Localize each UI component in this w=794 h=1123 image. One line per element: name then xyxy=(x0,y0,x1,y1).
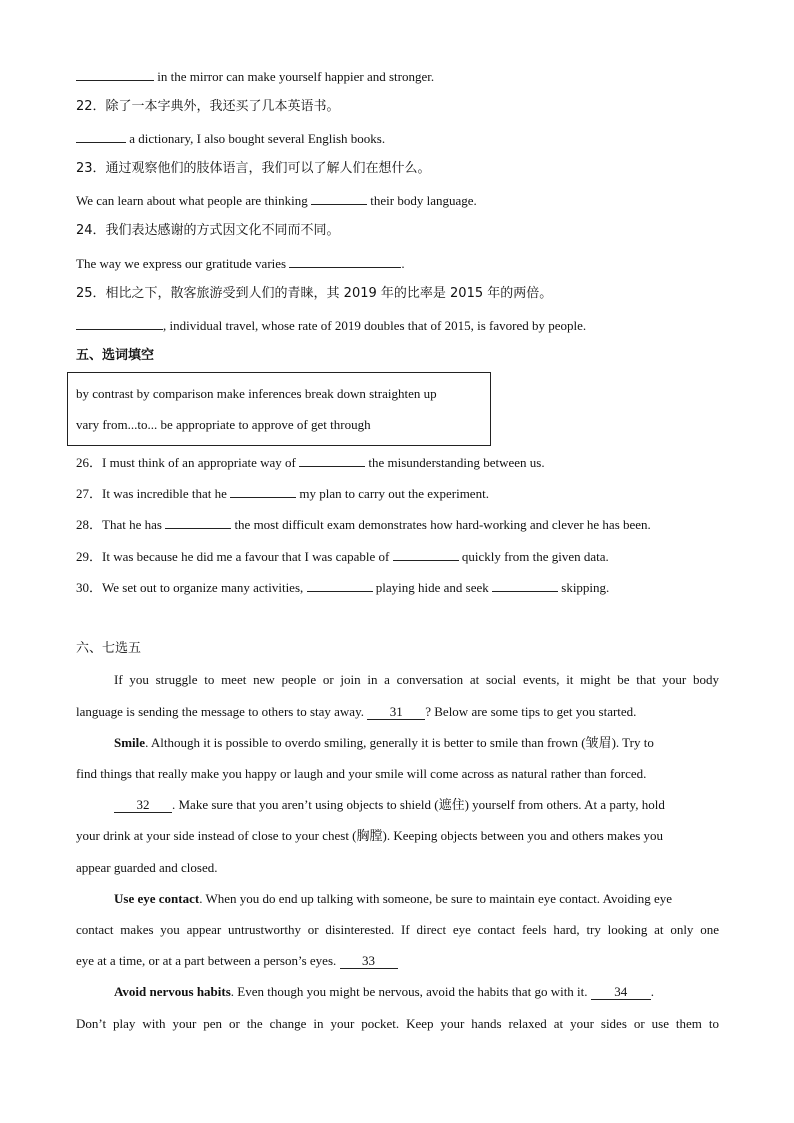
blank-33[interactable]: 33 xyxy=(340,953,398,969)
q26-blank[interactable] xyxy=(299,453,365,467)
q23-english-before: We can learn about what people are thinking xyxy=(76,193,308,208)
word-bank-row-2: vary from...to... be appropriate to approve of get through xyxy=(76,417,371,432)
p5-line-1-end: . xyxy=(650,984,655,999)
q27-before: It was incredible that he xyxy=(102,486,227,501)
q22-prompt xyxy=(76,98,340,116)
blank-34[interactable]: 34 xyxy=(591,984,651,1000)
q23-answer-line xyxy=(76,191,477,210)
q28-line xyxy=(76,515,651,534)
p4-line-1 xyxy=(114,890,672,908)
p5-heading: Avoid nervous habits xyxy=(114,984,231,999)
q30-before: We set out to organize many activities, xyxy=(102,580,304,595)
blank-32[interactable]: 32 xyxy=(114,797,172,813)
p3-line-3: appear guarded and closed. xyxy=(76,860,218,875)
p5-line-1-text: . Even though you might be nervous, avoid the habits that go with it. xyxy=(230,984,588,999)
q24-english-after: . xyxy=(401,256,405,271)
q29-after: quickly from the given data. xyxy=(461,549,609,564)
p5-line-1 xyxy=(114,983,654,1001)
q27-number: 27． xyxy=(76,486,103,501)
q30-blank-2[interactable] xyxy=(492,578,558,592)
q24-english-before: The way we express our gratitude varies xyxy=(76,256,287,271)
q22-number: 22． xyxy=(76,99,106,114)
section6-title: 六、七选五 xyxy=(76,641,142,656)
q30-middle: playing hide and seek xyxy=(375,580,489,595)
q24-number: 24． xyxy=(76,223,106,238)
q27-line xyxy=(76,484,489,503)
q30-blank-1[interactable] xyxy=(307,578,373,592)
q23-blank[interactable] xyxy=(311,191,367,205)
p1-line-2-text: language is sending the message to others to stay away. xyxy=(76,704,364,719)
p2-line-1 xyxy=(114,734,654,752)
q23-prompt xyxy=(76,160,431,178)
q29-number: 29． xyxy=(76,549,103,564)
q27-blank[interactable] xyxy=(230,484,296,498)
p4-line-3 xyxy=(76,952,398,970)
q28-number: 28． xyxy=(76,517,103,532)
q26-number: 26． xyxy=(76,455,103,470)
q28-after: the most difficult exam demonstrates how hard-working and clever he has been. xyxy=(234,517,651,532)
q28-before: That he has xyxy=(102,517,162,532)
q26-before: I must think of an appropriate way of xyxy=(102,455,296,470)
p4-line-2: contact makes you appear untrustworthy or disinterested. If direct eye contact feels hard, try looking at only one xyxy=(76,922,719,937)
q30-line xyxy=(76,578,609,597)
q23-english-after: their body language. xyxy=(370,193,477,208)
p1-line-2-end: ? Below are some tips to get you started. xyxy=(425,704,637,719)
q29-before: It was because he did me a favour that I was capable of xyxy=(102,549,390,564)
word-bank-row-1: by contrast by comparison make inferences break down straighten up xyxy=(76,386,437,401)
q28-blank[interactable] xyxy=(165,515,231,529)
q29-line xyxy=(76,547,609,566)
q24-prompt xyxy=(76,222,340,240)
q24-blank[interactable] xyxy=(289,254,401,268)
p3-line-1-text: . Make sure that you aren’t using objects to shield (遮住) yourself from others. At a party, hold xyxy=(172,797,665,812)
q25-chinese: 相比之下，散客旅游受到人们的青睐，其 2019 年的比率是 2015 年的两倍。 xyxy=(105,286,553,301)
q26-line xyxy=(76,453,545,472)
q22-answer-line xyxy=(76,129,385,148)
q29-blank[interactable] xyxy=(393,547,459,561)
p1-line-2 xyxy=(76,703,636,721)
q27-after: my plan to carry out the experiment. xyxy=(299,486,489,501)
section5-title: 五、选词填空 xyxy=(76,348,155,363)
q26-after: the misunderstanding between us. xyxy=(368,455,545,470)
p4-line-1-text: . When you do end up talking with someone, be sure to maintain eye contact. Avoiding eye xyxy=(199,891,673,906)
q24-chinese: 我们表达感谢的方式因文化不同而不同。 xyxy=(105,223,340,238)
blank-31[interactable]: 31 xyxy=(367,704,425,720)
q22-chinese: 除了一本字典外，我还买了几本英语书。 xyxy=(105,99,340,114)
p2-line-2: find things that really make you happy or laugh and your smile will come across as natural rather than forced. xyxy=(76,766,647,781)
q21-text: in the mirror can make yourself happier and stronger. xyxy=(157,69,435,84)
p1-line-1: If you struggle to meet new people or join in a conversation at social events, it might be that your body xyxy=(114,672,719,687)
p2-heading: Smile xyxy=(114,735,146,750)
p5-line-2: Don’t play with your pen or the change in your pocket. Keep your hands relaxed at your sides or use them to xyxy=(76,1016,719,1031)
q24-answer-line xyxy=(76,254,405,273)
q22-english: a dictionary, I also bought several English books. xyxy=(129,131,386,146)
word-bank-box xyxy=(67,372,491,446)
q25-blank[interactable] xyxy=(76,316,163,330)
q30-number: 30． xyxy=(76,580,103,595)
q30-after: skipping. xyxy=(561,580,610,595)
q25-number: 25． xyxy=(76,286,106,301)
q23-number: 23． xyxy=(76,161,106,176)
p3-line-1 xyxy=(114,796,665,814)
q25-prompt xyxy=(76,285,552,303)
p4-line-3-text: eye at a time, or at a part between a person’s eyes. xyxy=(76,953,337,968)
q21-line xyxy=(76,67,434,86)
q25-answer-line xyxy=(76,316,586,335)
q23-chinese: 通过观察他们的肢体语言，我们可以了解人们在想什么。 xyxy=(105,161,431,176)
q22-blank[interactable] xyxy=(76,129,126,143)
q21-blank[interactable] xyxy=(76,67,154,81)
p2-line-1-text: . Although it is possible to overdo smiling, generally it is better to smile than frown (皱眉). Try to xyxy=(145,735,654,750)
q25-english: , individual travel, whose rate of 2019 doubles that of 2015, is favored by people. xyxy=(163,318,587,333)
p4-heading: Use eye contact xyxy=(114,891,200,906)
p3-line-2: your drink at your side instead of close to your chest (胸膛). Keeping objects between you and others makes you xyxy=(76,828,664,843)
